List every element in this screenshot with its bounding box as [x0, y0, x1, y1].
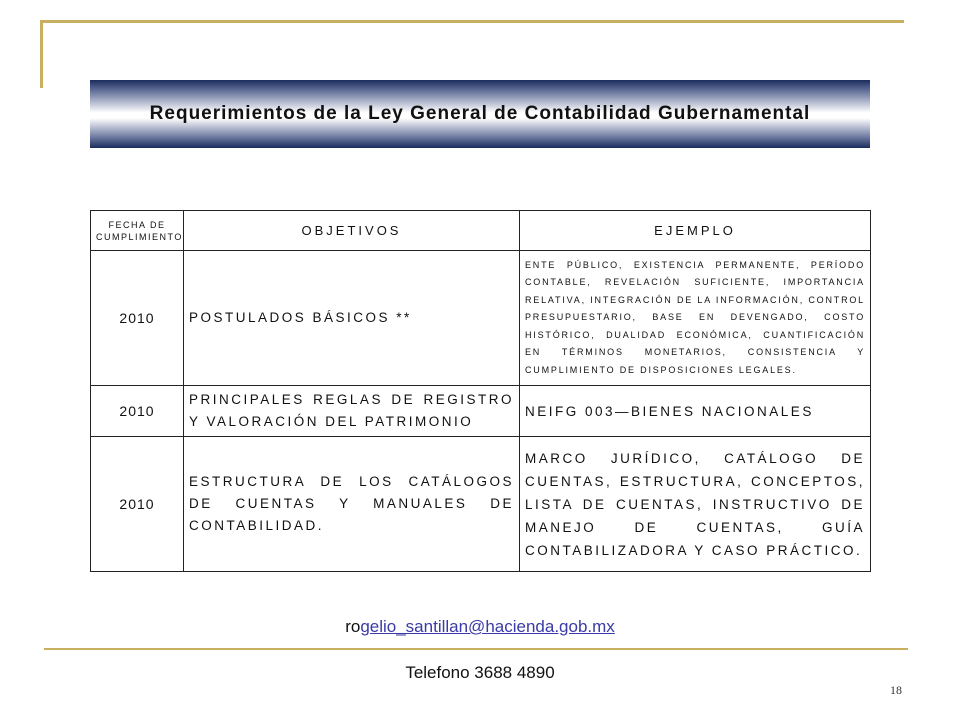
frame-top-line	[40, 20, 904, 23]
row-objective: ESTRUCTURA DE LOS CATÁLOGOS DE CUENTAS Y MANUALES DE CONTABILIDAD.	[184, 437, 520, 572]
email-line	[0, 617, 960, 637]
header-objectives: OBJETIVOS	[184, 211, 520, 251]
table-header-row	[91, 211, 871, 251]
title-banner	[90, 80, 870, 148]
row-date: 2010	[91, 251, 184, 386]
row-objective: POSTULADOS BÁSICOS **	[184, 251, 520, 386]
email-prefix: ro	[345, 617, 361, 636]
header-date: FECHA DE CUMPLIMIENTO	[91, 211, 184, 251]
row-objective: PRINCIPALES REGLAS DE REGISTRO Y VALORACIÓN DEL PATRIMONIO	[184, 386, 520, 437]
row-example: ENTE PÚBLICO, EXISTENCIA PERMANENTE, PERÍODO CONTABLE, REVELACIÓN SUFICIENTE, IMPORTANCIA RELATIVA, INTEGRACIÓN DE LA INFORMACIÓN, CONTROL PRESUPUESTARIO, BASE EN DEVENGADO, COSTO HISTÓRICO, DUALIDAD ECONÓMICA, CUANTIFICACIÓN EN TÉRMINOS MONETARIOS, CONSISTENCIA Y CUMPLIMIENTO DE DISPOSICIONES LEGALES.	[520, 251, 871, 386]
email-link[interactable]: gelio_santillan@hacienda.gob.mx	[360, 617, 615, 636]
bottom-divider	[44, 648, 908, 650]
row-example: MARCO JURÍDICO, CATÁLOGO DE CUENTAS, ESTRUCTURA, CONCEPTOS, LISTA DE CUENTAS, INSTRUCTIVO DE MANEJO DE CUENTAS, GUÍA CONTABILIZADORA Y CASO PRÁCTICO.	[520, 437, 871, 572]
table-row	[91, 251, 871, 386]
slide-title: Requerimientos de la Ley General de Contabilidad Gubernamental	[149, 103, 811, 124]
row-example: NEIFG 003—BIENES NACIONALES	[520, 386, 871, 437]
requirements-table	[90, 210, 871, 572]
page-number: 18	[890, 683, 902, 697]
table-row	[91, 386, 871, 437]
table-row	[91, 437, 871, 572]
row-date: 2010	[91, 386, 184, 437]
header-example: EJEMPLO	[520, 211, 871, 251]
frame-left-line	[40, 20, 43, 88]
row-date: 2010	[91, 437, 184, 572]
phone-number: Telefono 3688 4890	[405, 663, 555, 682]
